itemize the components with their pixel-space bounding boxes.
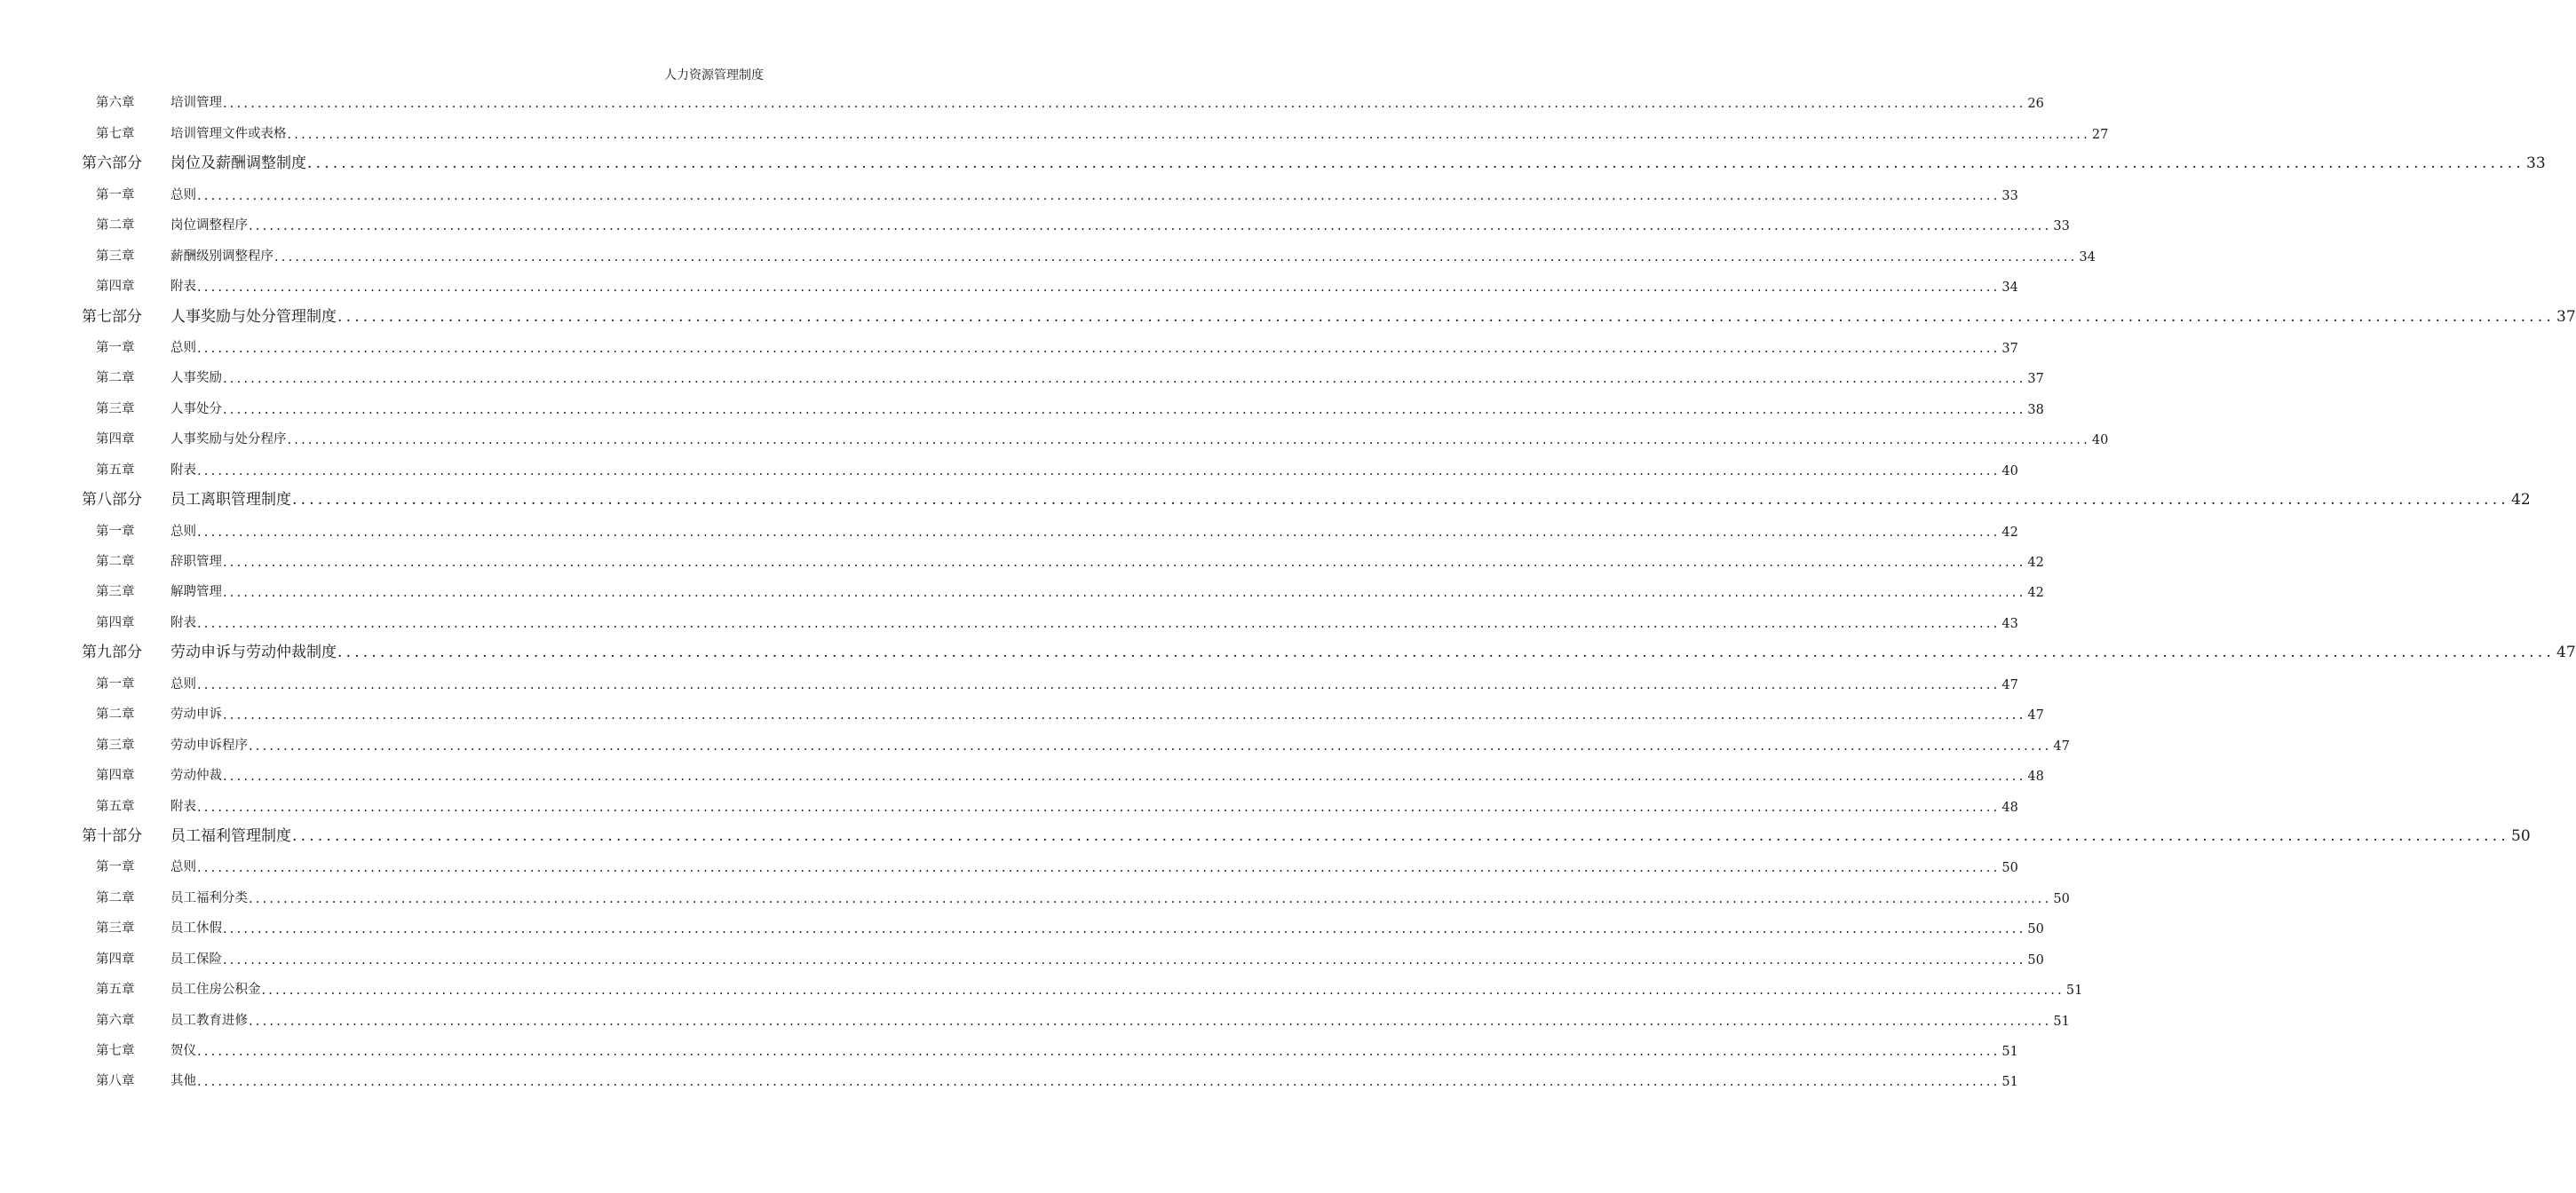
toc-entry-title: 总则 xyxy=(170,187,196,202)
toc-entry-page-number: 51 xyxy=(2001,1075,2018,1090)
dot-leader: .................................................................................................................................................................................................................................................................... xyxy=(223,952,2026,968)
toc-entry-page-number: 34 xyxy=(2001,280,2018,296)
dot-leader: .................................................................................................................................................................................................................................................................... xyxy=(337,307,2555,326)
toc-chapter-entry[interactable] xyxy=(82,271,2018,301)
toc-entry-title: 岗位调整程序 xyxy=(170,218,248,233)
dot-leader: .................................................................................................................................................................................................................................................................... xyxy=(223,97,2026,112)
toc-entry-number: 第三章 xyxy=(96,585,135,600)
dot-leader: .................................................................................................................................................................................................................................................................... xyxy=(249,739,2052,754)
toc-entry-number: 第二章 xyxy=(96,555,135,569)
toc-entry-number: 第七部分 xyxy=(82,307,142,326)
toc-chapter-entry[interactable] xyxy=(82,913,2044,943)
toc-entry-number: 第八章 xyxy=(96,1074,135,1089)
table-of-contents xyxy=(82,87,2576,1095)
toc-entry-title: 总则 xyxy=(170,340,196,355)
dot-leader: .................................................................................................................................................................................................................................................................... xyxy=(223,402,2026,417)
toc-entry-number: 第二章 xyxy=(96,371,135,386)
toc-entry-number: 第一章 xyxy=(96,676,135,691)
toc-entry-title: 员工福利管理制度 xyxy=(170,826,291,845)
toc-entry-number: 第一章 xyxy=(96,860,135,875)
dot-leader: .................................................................................................................................................................................................................................................................... xyxy=(287,433,2090,448)
toc-entry-number: 第四章 xyxy=(96,952,135,967)
toc-entry-page-number: 33 xyxy=(2526,154,2546,173)
toc-entry-page-number: 34 xyxy=(2079,249,2096,265)
toc-chapter-entry[interactable] xyxy=(82,1065,2018,1095)
toc-entry-title: 劳动仲裁 xyxy=(170,769,222,784)
toc-chapter-entry[interactable] xyxy=(82,1004,2070,1034)
toc-entry-page-number: 48 xyxy=(2027,770,2044,785)
toc-entry-number: 第四章 xyxy=(96,280,135,295)
toc-entry-number: 第二章 xyxy=(96,890,135,905)
toc-chapter-entry[interactable] xyxy=(82,546,2044,576)
toc-entry-page-number: 42 xyxy=(2511,491,2531,510)
toc-chapter-entry[interactable] xyxy=(82,699,2044,729)
toc-entry-title: 人事奖励与处分程序 xyxy=(170,432,287,447)
toc-entry-page-number: 51 xyxy=(2065,984,2083,999)
toc-chapter-entry[interactable] xyxy=(82,729,2070,759)
dot-leader: .................................................................................................................................................................................................................................................................... xyxy=(197,280,2001,296)
toc-chapter-entry[interactable] xyxy=(82,454,2018,484)
toc-chapter-entry[interactable] xyxy=(82,790,2018,820)
toc-entry-page-number: 42 xyxy=(2027,586,2044,601)
toc-entry-page-number: 37 xyxy=(2556,307,2576,326)
toc-entry-number: 第八部分 xyxy=(82,491,142,510)
dot-leader: .................................................................................................................................................................................................................................................................... xyxy=(292,826,2509,845)
toc-chapter-entry[interactable] xyxy=(82,392,2044,423)
toc-entry-page-number: 40 xyxy=(2091,433,2109,448)
toc-entry-number: 第七章 xyxy=(96,126,135,141)
dot-leader: .................................................................................................................................................................................................................................................................... xyxy=(197,616,2001,631)
dot-leader: .................................................................................................................................................................................................................................................................... xyxy=(223,770,2026,785)
toc-entry-number: 第四章 xyxy=(96,769,135,784)
toc-entry-title: 劳动申诉程序 xyxy=(170,738,248,753)
toc-entry-number: 第三章 xyxy=(96,921,135,936)
running-header: 人力资源管理制度 xyxy=(664,68,764,83)
toc-entry-title: 劳动申诉 xyxy=(170,707,222,723)
toc-entry-page-number: 43 xyxy=(2001,616,2018,631)
toc-chapter-entry[interactable] xyxy=(82,87,2044,117)
toc-chapter-entry[interactable] xyxy=(82,576,2044,606)
toc-entry-number: 第五章 xyxy=(96,462,135,478)
toc-entry-page-number: 48 xyxy=(2001,800,2018,815)
dot-leader: .................................................................................................................................................................................................................................................................... xyxy=(197,341,2001,356)
dot-leader: .................................................................................................................................................................................................................................................................... xyxy=(223,708,2026,723)
toc-entry-page-number: 50 xyxy=(2511,826,2531,845)
dot-leader: .................................................................................................................................................................................................................................................................... xyxy=(261,984,2065,999)
toc-entry-page-number: 51 xyxy=(2001,1045,2018,1059)
toc-entry-number: 第六章 xyxy=(96,1013,135,1028)
toc-chapter-entry[interactable] xyxy=(82,881,2070,912)
toc-entry-page-number: 33 xyxy=(2053,219,2070,234)
dot-leader: .................................................................................................................................................................................................................................................................... xyxy=(249,891,2052,906)
dot-leader: .................................................................................................................................................................................................................................................................... xyxy=(287,127,2090,142)
toc-entry-number: 第三章 xyxy=(96,401,135,416)
toc-entry-title: 员工住房公积金 xyxy=(170,983,261,998)
toc-entry-page-number: 51 xyxy=(2053,1014,2070,1029)
toc-part-entry[interactable] xyxy=(82,821,2531,851)
toc-entry-number: 第九部分 xyxy=(82,644,142,662)
toc-entry-title: 附表 xyxy=(170,462,196,478)
dot-leader: .................................................................................................................................................................................................................................................................... xyxy=(197,188,2001,203)
toc-entry-number: 第四章 xyxy=(96,432,135,447)
toc-chapter-entry[interactable] xyxy=(82,943,2044,973)
toc-chapter-entry[interactable] xyxy=(82,423,2109,454)
toc-entry-title: 附表 xyxy=(170,799,196,814)
toc-entry-title: 岗位及薪酬调整制度 xyxy=(170,154,306,173)
toc-chapter-entry[interactable] xyxy=(82,668,2018,698)
toc-entry-number: 第五章 xyxy=(96,983,135,998)
toc-entry-page-number: 47 xyxy=(2001,677,2018,692)
toc-part-entry[interactable] xyxy=(82,485,2531,515)
toc-entry-page-number: 37 xyxy=(2027,372,2044,387)
toc-entry-number: 第三章 xyxy=(96,738,135,753)
toc-chapter-entry[interactable] xyxy=(82,606,2018,636)
toc-entry-title: 员工离职管理制度 xyxy=(170,491,291,510)
toc-entry-title: 总则 xyxy=(170,524,196,539)
toc-entry-page-number: 38 xyxy=(2027,402,2044,417)
dot-leader: .................................................................................................................................................................................................................................................................... xyxy=(274,249,2078,265)
toc-entry-title: 员工教育进修 xyxy=(170,1013,248,1028)
dot-leader: .................................................................................................................................................................................................................................................................... xyxy=(223,586,2026,601)
toc-entry-title: 劳动申诉与劳动仲裁制度 xyxy=(170,644,337,662)
dot-leader: .................................................................................................................................................................................................................................................................... xyxy=(197,1075,2001,1090)
toc-entry-page-number: 26 xyxy=(2027,97,2044,112)
toc-chapter-entry[interactable] xyxy=(82,974,2083,1004)
toc-entry-number: 第二章 xyxy=(96,218,135,233)
toc-entry-number: 第十部分 xyxy=(82,826,142,845)
toc-entry-title: 总则 xyxy=(170,676,196,691)
dot-leader: .................................................................................................................................................................................................................................................................... xyxy=(307,154,2524,173)
toc-entry-title: 其他 xyxy=(170,1074,196,1089)
toc-entry-number: 第五章 xyxy=(96,799,135,814)
toc-chapter-entry[interactable] xyxy=(82,332,2018,362)
toc-chapter-entry[interactable] xyxy=(82,515,2018,545)
toc-entry-title: 培训管理 xyxy=(170,96,222,111)
toc-entry-number: 第六章 xyxy=(96,96,135,111)
toc-entry-page-number: 42 xyxy=(2001,525,2018,540)
toc-entry-title: 员工保险 xyxy=(170,952,222,967)
toc-entry-title: 员工福利分类 xyxy=(170,890,248,905)
toc-entry-title: 人事奖励 xyxy=(170,371,222,386)
toc-entry-page-number: 50 xyxy=(2027,952,2044,968)
toc-entry-title: 培训管理文件或表格 xyxy=(170,126,287,141)
toc-entry-number: 第三章 xyxy=(96,249,135,264)
toc-entry-title: 贺仪 xyxy=(170,1044,196,1058)
toc-chapter-entry[interactable] xyxy=(82,209,2070,240)
toc-entry-title: 附表 xyxy=(170,280,196,295)
toc-part-entry[interactable] xyxy=(82,301,2576,331)
dot-leader: .................................................................................................................................................................................................................................................................... xyxy=(197,677,2001,692)
toc-entry-page-number: 50 xyxy=(2053,891,2070,906)
toc-chapter-entry[interactable] xyxy=(82,178,2018,209)
toc-entry-title: 员工休假 xyxy=(170,921,222,936)
toc-entry-title: 总则 xyxy=(170,860,196,875)
toc-part-entry[interactable] xyxy=(82,637,2576,668)
toc-entry-number: 第四章 xyxy=(96,615,135,630)
dot-leader: .................................................................................................................................................................................................................................................................... xyxy=(197,800,2001,815)
toc-chapter-entry[interactable] xyxy=(82,362,2044,392)
toc-entry-number: 第一章 xyxy=(96,340,135,355)
toc-entry-number: 第二章 xyxy=(96,707,135,723)
toc-entry-page-number: 27 xyxy=(2091,127,2109,142)
toc-entry-title: 附表 xyxy=(170,615,196,630)
toc-entry-number: 第一章 xyxy=(96,187,135,202)
dot-leader: .................................................................................................................................................................................................................................................................... xyxy=(223,372,2026,387)
toc-entry-number: 第七章 xyxy=(96,1044,135,1058)
dot-leader: .................................................................................................................................................................................................................................................................... xyxy=(292,491,2509,510)
toc-entry-page-number: 47 xyxy=(2053,739,2070,754)
toc-entry-page-number: 37 xyxy=(2001,341,2018,356)
toc-entry-title: 人事奖励与处分管理制度 xyxy=(170,307,337,326)
dot-leader: .................................................................................................................................................................................................................................................................... xyxy=(249,1014,2052,1029)
dot-leader: .................................................................................................................................................................................................................................................................... xyxy=(249,219,2052,234)
toc-entry-title: 人事处分 xyxy=(170,401,222,416)
toc-entry-page-number: 47 xyxy=(2556,644,2576,662)
toc-chapter-entry[interactable] xyxy=(82,1035,2018,1065)
toc-entry-number: 第六部分 xyxy=(82,154,142,173)
dot-leader: .................................................................................................................................................................................................................................................................... xyxy=(197,861,2001,876)
dot-leader: .................................................................................................................................................................................................................................................................... xyxy=(223,922,2026,937)
toc-entry-page-number: 42 xyxy=(2027,556,2044,570)
toc-chapter-entry[interactable] xyxy=(82,117,2109,147)
toc-entry-page-number: 50 xyxy=(2001,861,2018,876)
dot-leader: .................................................................................................................................................................................................................................................................... xyxy=(197,463,2001,478)
toc-chapter-entry[interactable] xyxy=(82,851,2018,881)
toc-chapter-entry[interactable] xyxy=(82,760,2044,790)
toc-entry-title: 解聘管理 xyxy=(170,585,222,600)
dot-leader: .................................................................................................................................................................................................................................................................... xyxy=(337,644,2555,662)
toc-entry-title: 辞职管理 xyxy=(170,555,222,569)
toc-entry-title: 薪酬级别调整程序 xyxy=(170,249,273,264)
toc-entry-number: 第一章 xyxy=(96,524,135,539)
dot-leader: .................................................................................................................................................................................................................................................................... xyxy=(197,525,2001,540)
toc-entry-page-number: 47 xyxy=(2027,708,2044,723)
dot-leader: .................................................................................................................................................................................................................................................................... xyxy=(197,1045,2001,1059)
toc-entry-page-number: 40 xyxy=(2001,463,2018,478)
toc-chapter-entry[interactable] xyxy=(82,240,2096,270)
dot-leader: .................................................................................................................................................................................................................................................................... xyxy=(223,556,2026,570)
toc-entry-page-number: 50 xyxy=(2027,922,2044,937)
toc-part-entry[interactable] xyxy=(82,148,2546,178)
toc-entry-page-number: 33 xyxy=(2001,188,2018,203)
